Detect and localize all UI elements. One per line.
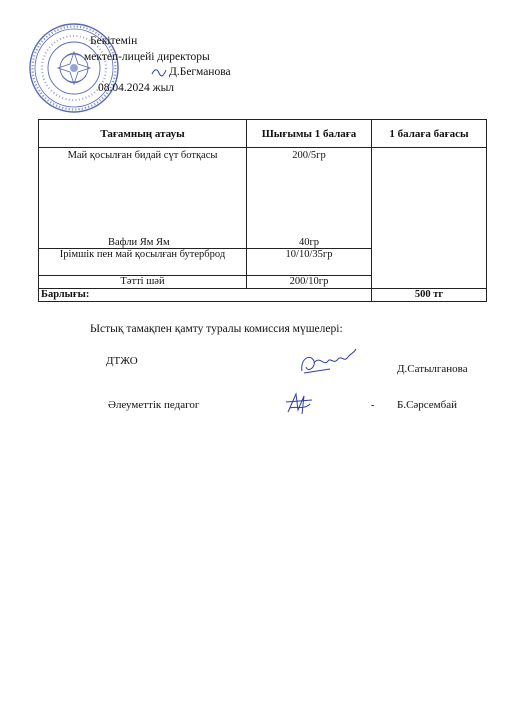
- approval-line-approve: Бекітемін: [90, 35, 138, 47]
- member-name-1: Д.Сатылганова: [397, 363, 468, 375]
- table-row: [39, 148, 487, 249]
- table-header-row: [39, 120, 487, 148]
- header-dish-name: Тағамның атауы: [39, 120, 247, 148]
- yield-tea: 200/10гр: [247, 276, 372, 289]
- signature-sarsembay: [282, 388, 316, 418]
- yield-porridge: 200/5гр: [292, 150, 326, 161]
- yield-sandwich: 10/10/35гр: [247, 249, 372, 276]
- commission-title: Ыстық тамақпен қамту туралы комиссия мүшелері:: [90, 323, 343, 335]
- signature-satylganova: [296, 345, 358, 379]
- yield-wafer: 40гр: [298, 237, 320, 248]
- total-label: Барлығы:: [39, 289, 372, 302]
- approval-line-date: 08.04.2024 жыл: [98, 81, 175, 94]
- dish-name-wafer: Вафли Ям Ям: [108, 237, 170, 248]
- header-price: 1 балаға бағасы: [372, 120, 487, 148]
- dish-name-porridge: Май қосылған бидай сүт ботқасы: [67, 150, 218, 161]
- dish-name-cell: [39, 148, 247, 249]
- member-role-1: ДТЖО: [106, 355, 138, 367]
- price-cell: [372, 148, 487, 289]
- dish-name-tea: Тәтті шәй: [39, 276, 247, 289]
- header-yield: Шығымы 1 балаға: [247, 120, 372, 148]
- menu-table: [38, 119, 487, 302]
- dash-mark: -: [371, 400, 375, 411]
- approval-line-position: мектеп-лицейі директоры: [84, 50, 210, 63]
- table-total-row: [39, 289, 487, 302]
- dish-name-sandwich: Ірімшік пен май қосылған бутерброд: [39, 249, 247, 276]
- member-role-2: Әлеуметтік педагог: [108, 399, 200, 411]
- member-name-2: Б.Сәрсембай: [397, 399, 458, 411]
- total-value: 500 тг: [372, 289, 487, 302]
- yield-cell: [247, 148, 372, 249]
- approval-line-director-name: Д.Бегманова: [169, 66, 231, 78]
- director-signature: [150, 64, 170, 78]
